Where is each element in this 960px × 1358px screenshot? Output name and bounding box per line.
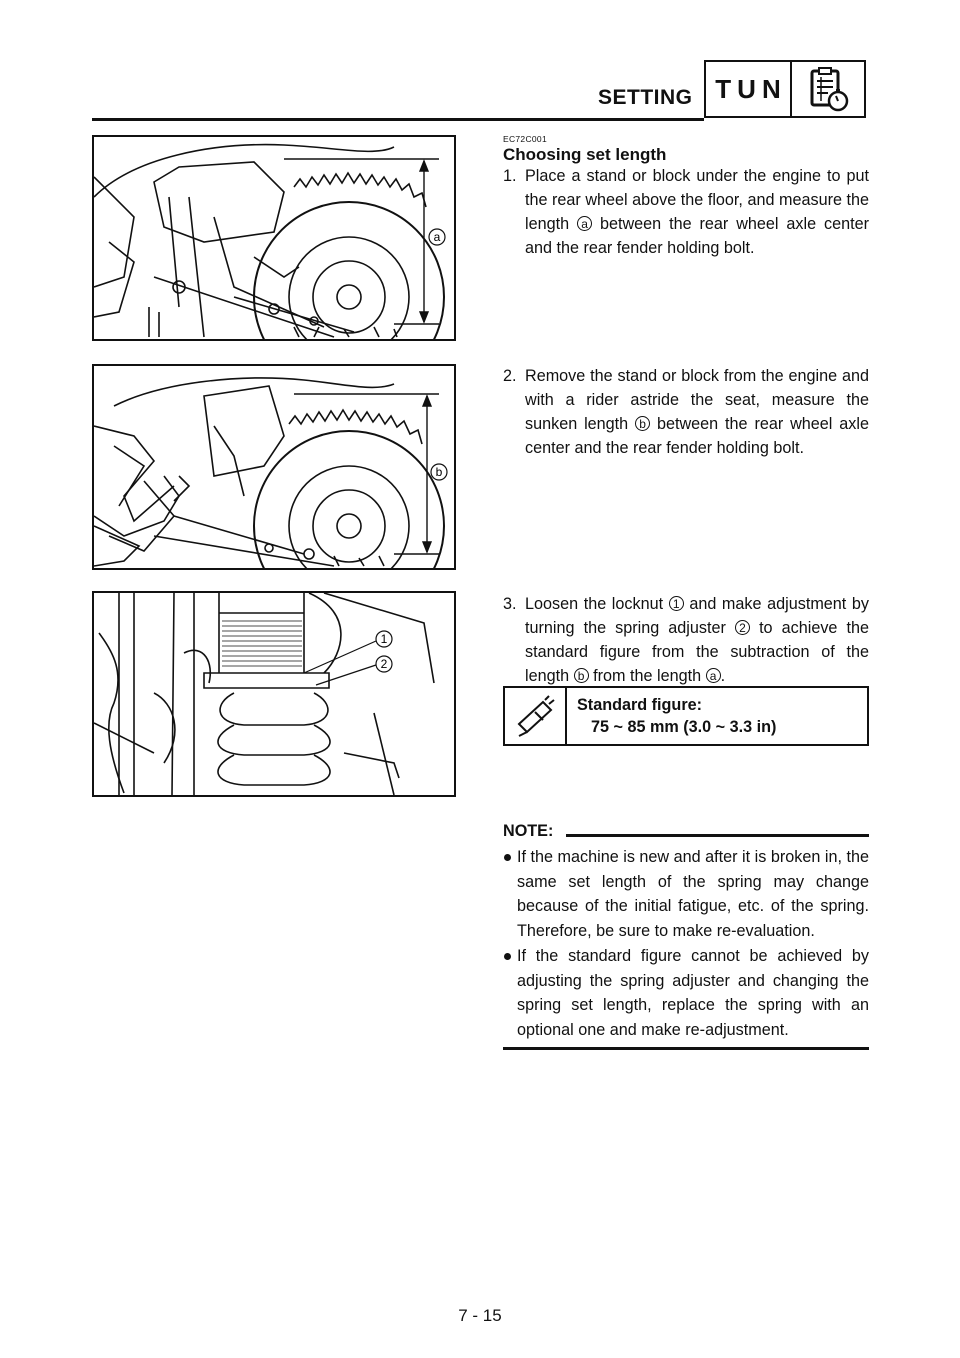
section-heading: Choosing set length [503,145,667,164]
note-item: If the standard figure cannot be achieved by adjusting the spring adjuster and changing the spring set length, replace the spring with an optional one and make re-adjustment. [503,944,869,1042]
standard-figure-label: Standard figure: [577,696,703,714]
section-title: SETTING [598,86,693,109]
marker-a: a [577,216,592,231]
step-text: to achieve the standard figure from the subtraction of the length [525,619,870,685]
step-number: 1. [503,167,517,185]
figure-marker-2: 2 [380,657,388,671]
step-text: Place a stand or block under the engine to put the rear wheel above the floor, and measure the length [525,167,869,233]
step-text: Loosen the locknut [525,595,664,613]
figure-marker-1: 1 [380,632,388,646]
section-heading-block [503,134,869,165]
standard-figure-value: 75 ~ 85 mm (3.0 ~ 3.3 in) [591,718,777,736]
section-code-ref: EC72C001 [503,134,547,144]
marker-b: b [574,668,589,683]
header-rule [92,118,704,121]
step-text: and make adjustment by turning the spring adjuster [525,595,869,637]
marker-2: 2 [735,620,750,635]
note-list [503,845,869,1043]
marker-b: b [635,416,650,431]
step-2 [503,364,869,460]
step-number: 3. [503,595,517,613]
figure-spring-adjuster [92,591,456,797]
step-text: between the rear wheel axle center and the rear fender holding bolt. [525,415,869,457]
section-code: TUN [706,62,792,116]
step-1 [503,164,869,260]
marker-1: 1 [669,596,684,611]
note-item: If the machine is new and after it is broken in, the same set length of the spring may change because of the initial fatigue, etc. of the spring. Therefore, be sure to make re-evaluation. [503,845,869,943]
section-tab [704,60,866,118]
caliper-icon [505,688,567,744]
standard-figure-box [503,686,869,746]
figure-marker-b: b [435,465,443,479]
marker-a: a [706,668,721,683]
figure-measure-b [92,364,456,570]
page-number: 7 - 15 [458,1306,502,1325]
note-rule [566,834,869,837]
step-3: 3. Loosen the locknut 1 and make adjustment by turning the spring adjuster 2 to achieve the standard figure from the subtraction of the length b from the length a . [503,592,869,688]
step-text: between the rear wheel axle center and the rear fender holding bolt. [525,215,869,257]
note-end-rule [503,1047,869,1050]
figure-measure-a [92,135,456,341]
step-text: Remove the stand or block from the engine and with a rider astride the seat, measure the sunken length [525,367,869,433]
step-text: from the length [593,667,702,685]
figure-marker-a: a [433,230,441,244]
step-number: 2. [503,367,517,385]
clipboard-stopwatch-icon [792,62,864,116]
note-label: NOTE: [503,822,554,840]
standard-figure-text [567,688,776,744]
